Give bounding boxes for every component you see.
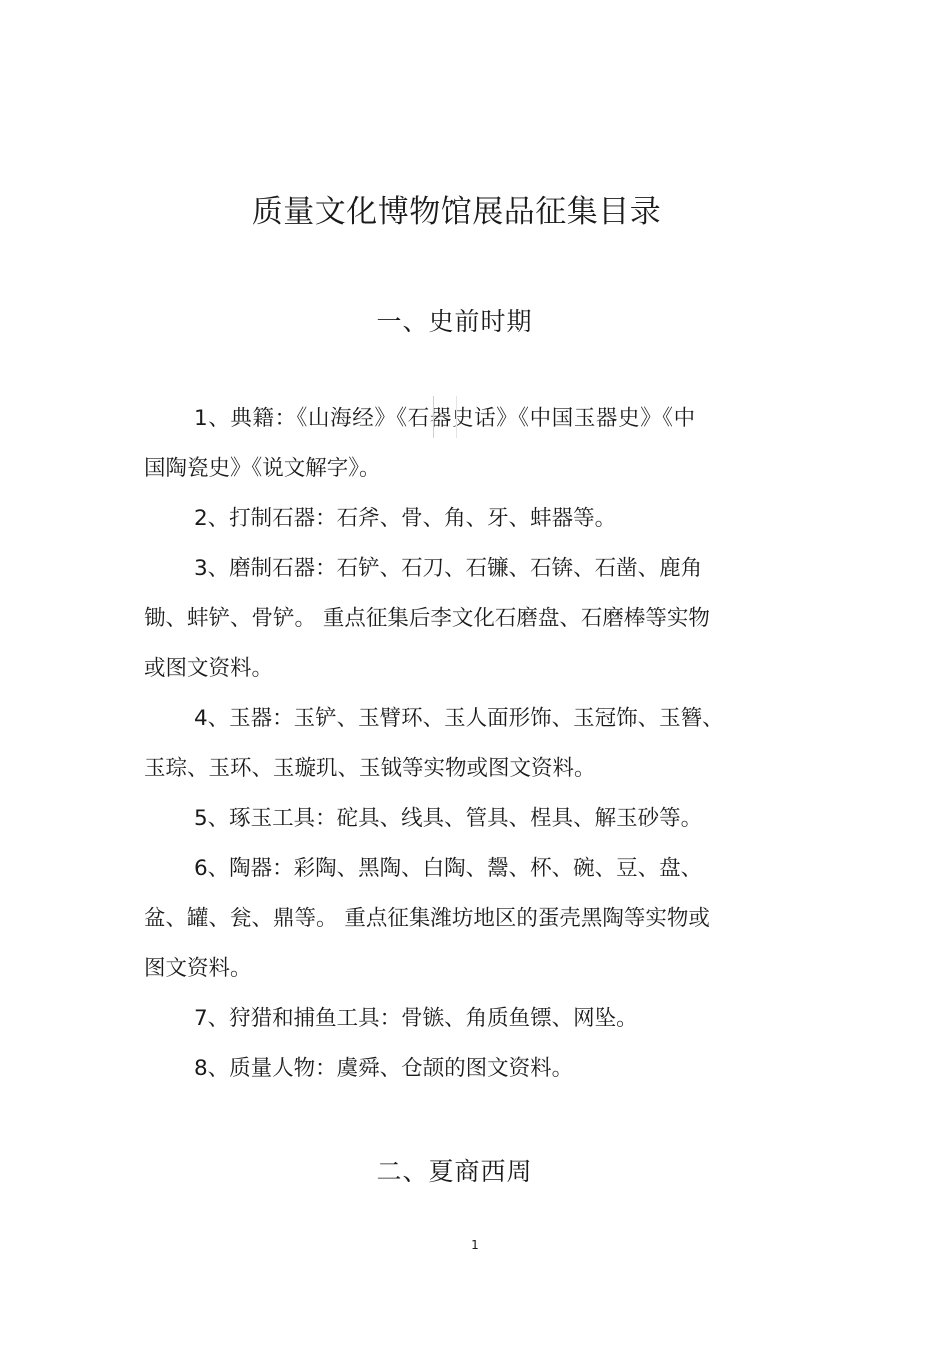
list-item-6-line-2: 盆、罐、瓮、鼎等。 重点征集潍坊地区的蛋壳黑陶等实物或 bbox=[144, 906, 710, 931]
text-cursor-marker bbox=[433, 396, 457, 438]
list-item-6-line-1: 6、陶器：彩陶、黑陶、白陶、鬶、杯、碗、豆、盘、 bbox=[194, 856, 703, 881]
list-item-4-line-2: 玉琮、玉环、玉璇玑、玉钺等实物或图文资料。 bbox=[144, 756, 596, 781]
section-heading-prehistoric: 一、史前时期 bbox=[376, 307, 533, 336]
list-item-3-line-3: 或图文资料。 bbox=[144, 656, 274, 681]
page-number: 1 bbox=[471, 1238, 479, 1252]
list-item-7: 7、狩猎和捕鱼工具：骨镞、角质鱼镖、网坠。 bbox=[194, 1006, 638, 1031]
list-item-3-line-1: 3、磨制石器：石铲、石刀、石镰、石锛、石凿、鹿角 bbox=[194, 556, 703, 581]
section-heading-xia-shang-zhou: 二、夏商西周 bbox=[376, 1157, 533, 1186]
list-item-5: 5、琢玉工具：砣具、线具、管具、桯具、解玉砂等。 bbox=[194, 806, 703, 831]
list-item-8: 8、质量人物：虞舜、仓颉的图文资料。 bbox=[194, 1056, 574, 1081]
list-item-1-line-1: 1、典籍：《山海经》《石器史话》《中国玉器史》《中 bbox=[194, 406, 696, 431]
list-item-6-line-3: 图文资料。 bbox=[144, 956, 252, 981]
list-item-4-line-1: 4、玉器：玉铲、玉臂环、玉人面形饰、玉冠饰、玉簪、 bbox=[194, 706, 724, 731]
list-item-3-line-2: 锄、蚌铲、骨铲。 重点征集后李文化石磨盘、石磨棒等实物 bbox=[144, 606, 710, 631]
list-item-2: 2、打制石器：石斧、骨、角、牙、蚌器等。 bbox=[194, 506, 617, 531]
list-item-1-line-2: 国陶瓷史》《说文解字》。 bbox=[144, 456, 381, 481]
document-title: 质量文化博物馆展品征集目录 bbox=[251, 194, 662, 230]
